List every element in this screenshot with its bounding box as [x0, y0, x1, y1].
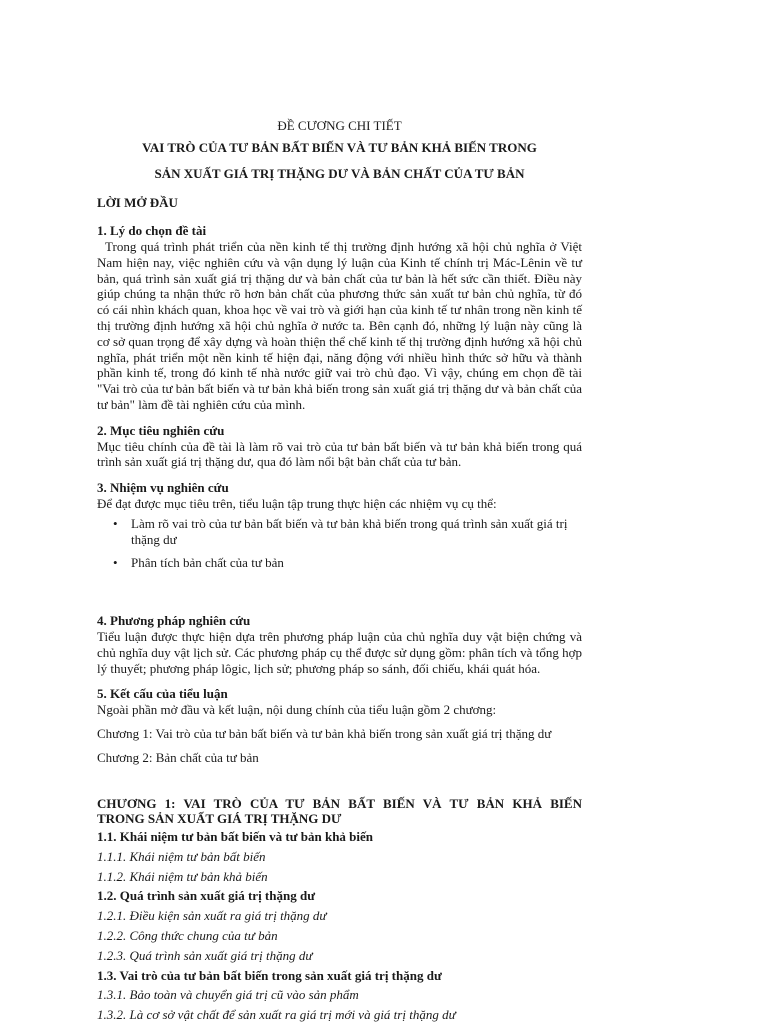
- chapter-1-title-line-1: CHƯƠNG 1: VAI TRÒ CỦA TƯ BẢN BẤT BIẾN VÀ TƯ BẢN KHẢ BIẾN: [97, 795, 582, 811]
- section-5-chapter-2: Chương 2: Bản chất của tư bản: [97, 749, 259, 765]
- section-3-paragraph: Để đạt được mục tiêu trên, tiểu luận tập trung thực hiện các nhiệm vụ cụ thể:: [97, 495, 497, 511]
- toc-section-heading: 1.1. Khái niệm tư bản bất biến và tư bản khả biến: [97, 829, 374, 845]
- document-title: ĐỀ CƯƠNG CHI TIẾT: [277, 118, 402, 133]
- toc-subsection: 1.3.2. Là cơ sở vật chất để sản xuất ra giá trị mới và giá trị thặng dư: [97, 1007, 456, 1023]
- document-body: [97, 118, 582, 1027]
- section-1-heading: 1. Lý do chọn đề tài: [97, 223, 207, 239]
- toc-subsection: 1.2.3. Quá trình sản xuất giá trị thặng dư: [97, 947, 313, 963]
- section-4-paragraph: Tiểu luận được thực hiện dựa trên phương pháp luận của chủ nghĩa duy vật biện chứng và chủ nghĩa duy vật lịch sử. Các phương pháp cụ thể được sử dụng gồm: phân tích và tổng hợp lý thuyết; phương pháp lôgic, lịch sử; phương pháp so sánh, đối chiếu, khái quát hóa.: [97, 628, 582, 676]
- toc-subsection: 1.2.1. Điều kiện sản xuất ra giá trị thặng dư: [97, 908, 327, 924]
- section-1-paragraph: Trong quá trình phát triển của nền kinh tế thị trường định hướng xã hội chủ nghĩa ở Việt Nam hiện nay, việc nghiên cứu và vận dụng lý luận của Kinh tế chính trị Mác-Lênin về tư bản, quá trình sản xuất giá trị thặng dư và bản chất của tư bản là hết sức cần thiết. Điều này giúp chúng ta nhận thức rõ hơn bản chất của phương thức sản xuất tư bản chủ nghĩa, từ đó có cái nhìn khách quan, khoa học về vai trò và giới hạn của kinh tế tư nhân trong nền kinh tế thị trường định hướng xã hội chủ nghĩa ở nước ta. Bên cạnh đó, những lý luận này cũng là cơ sở quan trọng để xây dựng và hoàn thiện thể chế kinh tế thị trường định hướng xã hội chủ nghĩa, phát triển một nền kinh tế hiện đại, năng động với nhiều hình thức sở hữu và thành phần kinh tế, trong đó kinh tế nhà nước giữ vai trò chủ đạo. Vì vậy, chúng em chọn đề tài "Vai trò của tư bản bất biến và tư bản khả biến trong sản xuất giá trị thặng dư và bản chất của tư bản" làm đề tài nghiên cứu của mình.: [97, 238, 582, 412]
- list-item-text: Phân tích bản chất của tư bản: [131, 555, 284, 571]
- bullet-icon: •: [113, 515, 118, 531]
- toc-subsection: 1.2.2. Công thức chung của tư bản: [97, 928, 278, 944]
- section-3-bullet-list: [97, 516, 582, 571]
- list-item: [115, 516, 582, 548]
- section-3-heading: 3. Nhiệm vụ nghiên cứu: [97, 480, 229, 496]
- spacer: [97, 579, 582, 613]
- intro-heading: LỜI MỞ ĐẦU: [97, 195, 178, 211]
- section-2-heading: 2. Mục tiêu nghiên cứu: [97, 422, 225, 438]
- section-2-paragraph: Mục tiêu chính của đề tài là làm rõ vai trò của tư bản bất biến và tư bản khả biến trong quá trình sản xuất giá trị thặng dư, qua đó làm nổi bật bản chất của tư bản.: [97, 438, 582, 470]
- toc-subsection: 1.3.1. Bảo toàn và chuyển giá trị cũ vào sản phẩm: [97, 987, 359, 1003]
- toc-subsection: 1.1.1. Khái niệm tư bản bất biến: [97, 848, 266, 864]
- toc-subsection: 1.1.2. Khái niệm tư bản khả biến: [97, 868, 268, 884]
- toc-section-heading: 1.2. Quá trình sản xuất giá trị thặng dư: [97, 888, 316, 904]
- document-subtitle-line-2: SẢN XUẤT GIÁ TRỊ THẶNG DƯ VÀ BẢN CHẤT CỦA TƯ BẢN: [154, 165, 525, 181]
- bullet-icon: •: [113, 555, 118, 571]
- section-5-heading: 5. Kết cấu của tiểu luận: [97, 686, 228, 702]
- list-item-text: Làm rõ vai trò của tư bản bất biến và tư bản khả biến trong quá trình sản xuất giá trị thặng dư: [131, 515, 568, 547]
- section-5-paragraph: Ngoài phần mở đầu và kết luận, nội dung chính của tiểu luận gồm 2 chương:: [97, 702, 497, 718]
- list-item: [115, 555, 582, 571]
- toc-section-heading: 1.3. Vai trò của tư bản bất biến trong sản xuất giá trị thặng dư: [97, 967, 442, 983]
- chapter-1-title: [97, 796, 582, 828]
- section-4-heading: 4. Phương pháp nghiên cứu: [97, 613, 251, 629]
- chapter-1-title-line-2: TRONG SẢN XUẤT GIÁ TRỊ THẶNG DƯ: [97, 811, 342, 827]
- section-5-chapter-1: Chương 1: Vai trò của tư bản bất biến và tư bản khả biến trong sản xuất giá trị thặng dư: [97, 725, 552, 741]
- document-subtitle-line-1: VAI TRÒ CỦA TƯ BẢN BẤT BIẾN VÀ TƯ BẢN KHẢ BIẾN TRONG: [142, 139, 537, 155]
